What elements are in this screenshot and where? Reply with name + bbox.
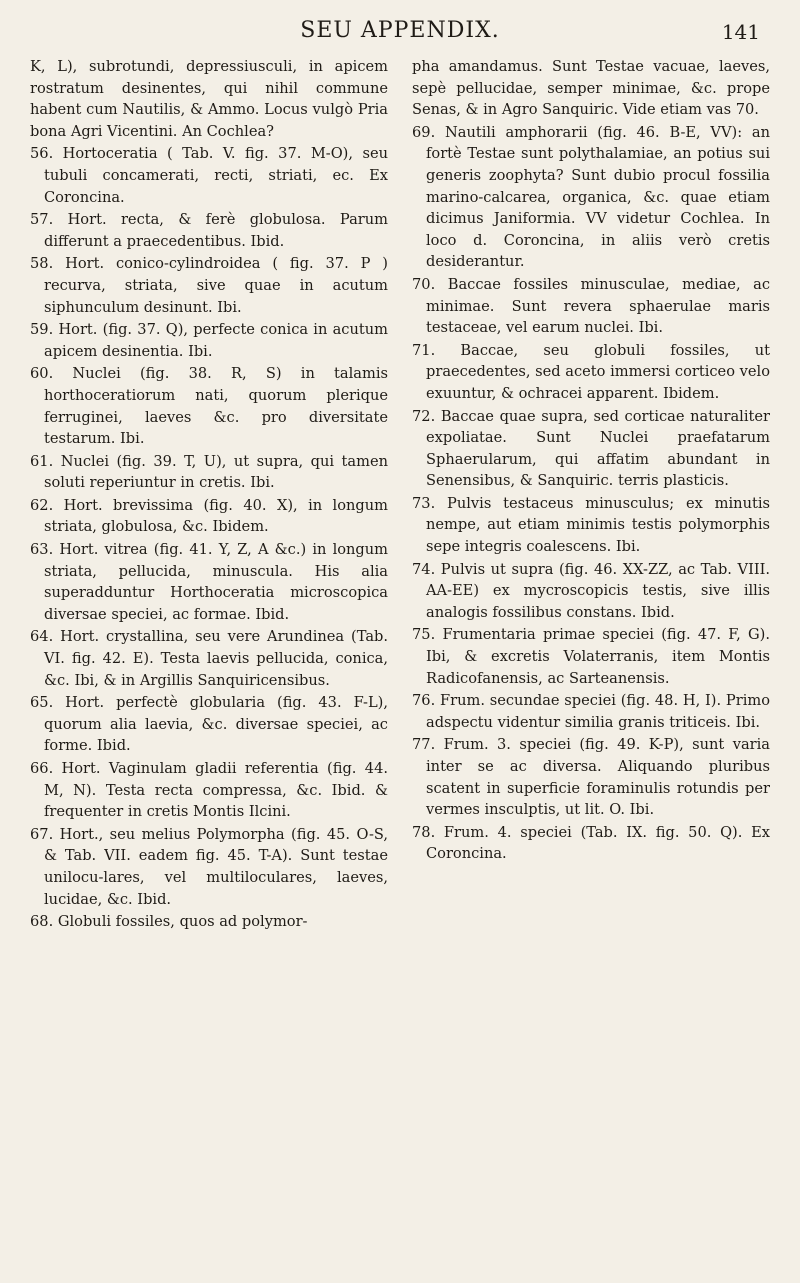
entry-66: 66. Hort. Vaginulam gladii referentia (fig. 44. M, N). Testa recta compressa, &c. Ibid. & frequenter in cretis Montis Ilcini.: [30, 760, 388, 821]
page-number: 141: [721, 20, 760, 44]
page-header-title: SEU APPENDIX.: [300, 18, 500, 43]
entry-65: 65. Hort. perfectè globularia (fig. 43. F-L), quorum alia laevia, &c. diversae speciei, ac forme. Ibid.: [30, 694, 388, 755]
entry-68: 68. Globuli fossiles, quos ad polymor-: [30, 913, 308, 931]
entry-76: 76. Frum. secundae speciei (fig. 48. H, I). Primo adspectu videntur similia granis triticeis. Ibi.: [412, 692, 770, 731]
running-head: [40, 18, 760, 52]
entry-continuation: K, L), subrotundi, depressiusculi, in apicem rostratum desinentes, qui nihil commune habent cum Nautilis, & Ammo. Locus vulgò Pria bona Agri Vicentini. An Cochlea?: [30, 58, 388, 140]
left-column: [30, 56, 388, 934]
entry-59: 59. Hort. (fig. 37. Q), perfecte conica in acutum apicem desinentia. Ibi.: [30, 321, 388, 360]
entry-61: 61. Nuclei (fig. 39. T, U), ut supra, qui tamen soluti reperiuntur in cretis. Ibi.: [30, 452, 388, 492]
entry-64: 64. Hort. crystallina, seu vere Arundinea (Tab. VI. fig. 42. E). Testa laevis pellucida, conica, &c. Ibi, & in Argillis Sanquiricensibus.: [30, 628, 388, 689]
entry-73: 73. Pulvis testaceus minusculus; ex minutis nempe, aut etiam minimis testis polymorphis sepe integris coalescens. Ibi.: [412, 494, 770, 556]
entry-67: 67. Hort., seu melius Polymorpha (fig. 45. O-S, & Tab. VII. eadem fig. 45. T-A). Sunt testae unilocu-lares, vel multiloculares, laeves, lucidae, &c. Ibid.: [30, 825, 388, 908]
entry-78: 78. Frum. 4. speciei (Tab. IX. fig. 50. Q). Ex Coroncina.: [412, 823, 770, 863]
entry-74: 74. Pulvis ut supra (fig. 46. XX-ZZ, ac Tab. VIII. AA-EE) ex mycroscopicis testis, sive illis analogis fossilibus constans. Ibid.: [412, 560, 770, 621]
entry-69: 69. Nautili amphorarii (fig. 46. B-E, VV): an fortè Testae sunt polythalamiae, an potius sui generis zoophyta? Sunt dubio procul fossilia marino-calcarea, organica, &c. quae etiam dicimus Janiformia. VV videtur Cochlea. In loco d. Coroncina, in aliis verò cretis desiderantur.: [412, 123, 770, 271]
entry-71: 71. Baccae, seu globuli fossiles, ut praecedentes, sed aceto immersi corticeo velo exuuntur, & ochracei apparent. Ibidem.: [412, 341, 770, 402]
entry-continuation-right: pha amandamus. Sunt Testae vacuae, laeves, sepè pellucidae, semper minimae, &c. prope Senas, & in Agro Sanquiric. Vide etiam vas 70.: [412, 58, 770, 119]
entry-56: 56. Hortoceratia ( Tab. V. fig. 37. M-O), seu tubuli concamerati, recti, striati, ec. Ex Coroncina.: [30, 145, 388, 206]
entry-75: 75. Frumentaria primae speciei (fig. 47. F, G). Ibi, & excretis Volaterranis, item Montis Radicofanensis, ac Sarteanensis.: [412, 626, 770, 687]
entry-70: 70. Baccae fossiles minusculae, mediae, ac minimae. Sunt revera sphaerulae maris testaceae, vel earum nuclei. Ibi.: [412, 275, 770, 337]
entry-72: 72. Baccae quae supra, sed corticae naturaliter expoliatae. Sunt Nuclei praefatarum Sphaerularum, qui affatim abundant in Senensibus, & Sanquiric. terris plasticis.: [412, 407, 770, 490]
entry-63: 63. Hort. vitrea (fig. 41. Y, Z, A &c.) in longum striata, pellucida, minuscula. His alia superadduntur Horthoceratia microscopica diversae speciei, ac formae. Ibid.: [30, 541, 388, 623]
entry-62: 62. Hort. brevissima (fig. 40. X), in longum striata, globulosa, &c. Ibidem.: [30, 496, 388, 536]
right-column: [412, 56, 770, 866]
entry-77: 77. Frum. 3. speciei (fig. 49. K-P), sunt varia inter se ac diversa. Aliquando pluribus scatent in superficie foraminulis rotundis per vermes insculptis, ut lit. O. Ibi.: [412, 736, 770, 819]
entry-57: 57. Hort. recta, & ferè globulosa. Parum differunt a praecedentibus. Ibid.: [30, 211, 388, 250]
entry-60: 60. Nuclei (fig. 38. R, S) in talamis horthoceratiorum nati, quorum plerique ferruginei, laeves &c. pro diversitate testarum. Ibi.: [30, 365, 388, 448]
entry-58: 58. Hort. conico-cylindroidea ( fig. 37. P ) recurva, striata, sive quae in acutum siphunculum desinunt. Ibi.: [30, 255, 388, 316]
